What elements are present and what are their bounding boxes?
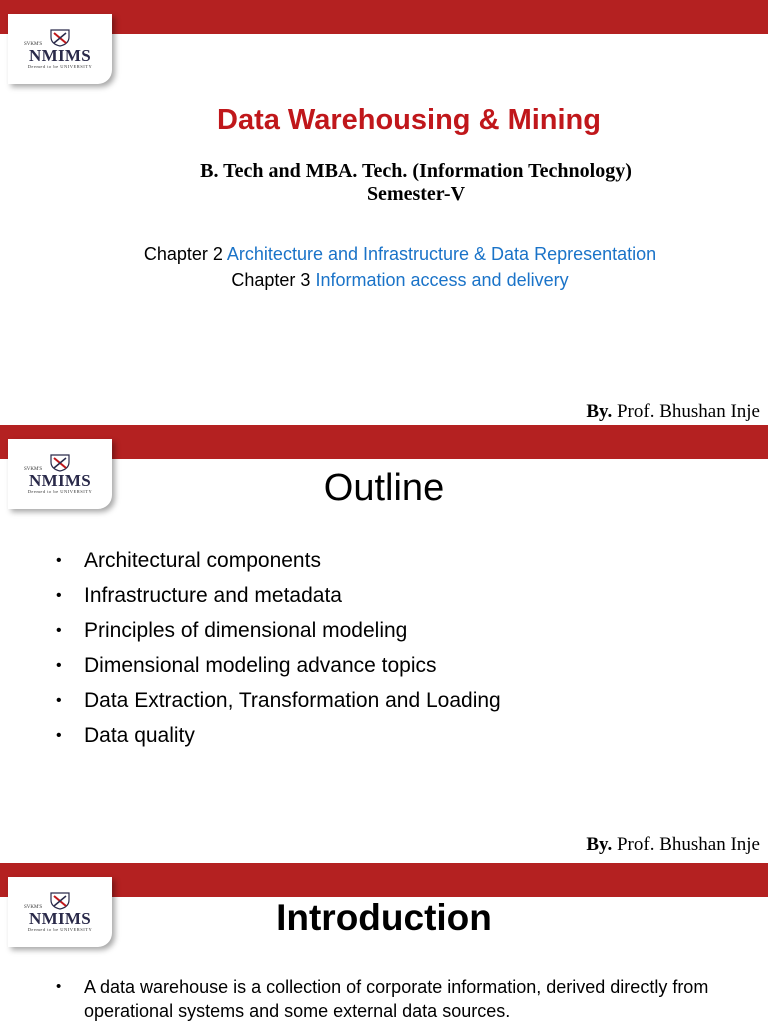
chapter-2-prefix: Chapter 2	[143, 244, 223, 264]
subtitle-line-1: B. Tech and MBA. Tech. (Information Technology)	[200, 160, 632, 182]
nmims-logo	[8, 14, 112, 84]
list-item: • Data quality	[56, 718, 501, 753]
outline-list	[56, 543, 501, 753]
chapter-2	[140, 241, 660, 267]
logo-tagline: Deemed to be UNIVERSITY	[27, 64, 93, 69]
subtitle-line-2: Semester-V	[366, 183, 466, 205]
slide-introduction	[0, 863, 768, 1024]
list-item: • Data Extraction, Transformation and Loading	[56, 683, 501, 718]
chapter-3-title: Information access and delivery	[315, 270, 569, 290]
slide-title	[0, 0, 768, 425]
author-byline	[586, 401, 760, 423]
list-item: • Dimensional modeling advance topics	[56, 648, 501, 683]
author-name: Prof. Bhushan Inje	[616, 834, 760, 855]
list-item: • Architectural components	[56, 543, 501, 578]
introduction-bullet: • A data warehouse is a collection of corporate information, derived directly from operational systems and some external data sources.	[56, 975, 756, 1023]
by-label: By.	[586, 834, 613, 855]
chapter-2-title: Architecture and Infrastructure & Data Representation	[226, 244, 657, 264]
header-bar	[0, 425, 768, 459]
header-bar	[0, 863, 768, 897]
list-item: • Principles of dimensional modeling	[56, 613, 501, 648]
chapter-list	[140, 241, 660, 293]
logo-name: NMIMS	[29, 909, 91, 928]
author-name: Prof. Bhushan Inje	[616, 401, 760, 422]
shield-icon	[49, 29, 71, 47]
chapter-3-prefix: Chapter 3	[231, 270, 311, 290]
introduction-title: Introduction	[276, 897, 492, 938]
outline-title: Outline	[323, 467, 445, 509]
author-byline	[586, 834, 760, 856]
page-title: Data Warehousing & Mining	[217, 104, 601, 136]
logo-tagline: Deemed to be UNIVERSITY	[27, 489, 93, 494]
chapter-3	[140, 267, 660, 293]
logo-svkm: SVKM'S	[24, 467, 43, 472]
slide-outline	[0, 425, 768, 863]
course-subtitle	[0, 160, 768, 206]
logo-name: NMIMS	[29, 46, 91, 65]
logo-tagline: Deemed to be UNIVERSITY	[27, 927, 93, 932]
header-bar	[0, 0, 768, 34]
logo-svkm: SVKM'S	[24, 42, 43, 47]
list-item: • Infrastructure and metadata	[56, 578, 501, 613]
logo-svkm: SVKM'S	[24, 905, 43, 910]
by-label: By.	[586, 401, 613, 422]
logo-name: NMIMS	[29, 471, 91, 490]
